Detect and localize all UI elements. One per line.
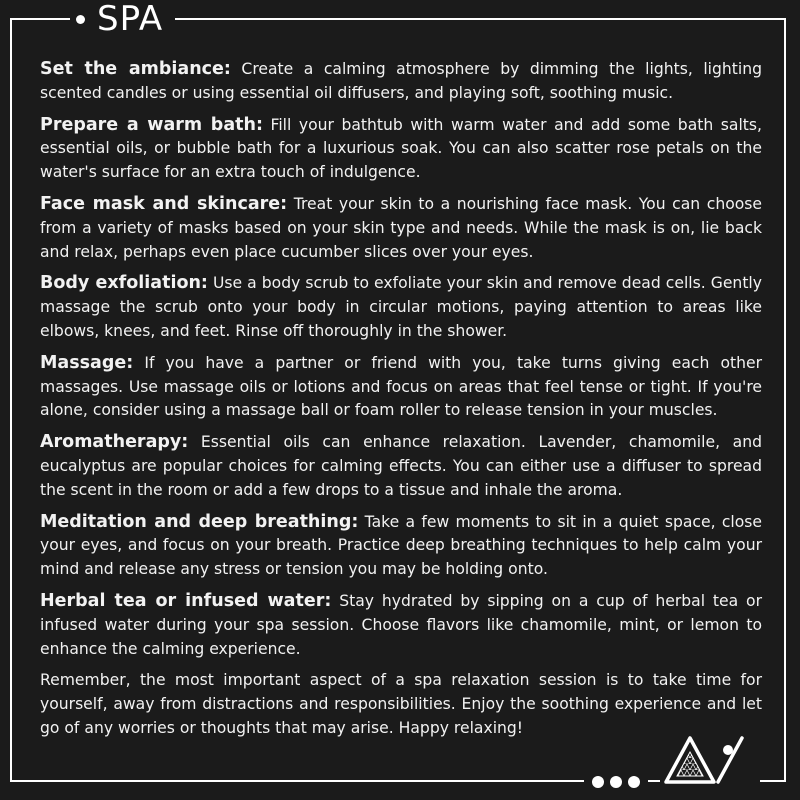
list-item [40,431,762,502]
item-text: If you have a partner or friend with you, take turns giving each other massages. Use massage oils or lotions and focus on areas that feel tense or tight. If you're alone, consider using a massage ball or foam roller to release tension in your muscles. [40,353,762,420]
page-title: SPA [97,0,164,39]
list-item [40,58,762,106]
item-text: Fill your bathtub with warm water and add some bath salts, essential oils, or bubble bath for a luxurious soak. You can also scatter rose petals on the water's surface for an extra touch of indulgence. [40,115,762,182]
item-heading: Prepare a warm bath: [40,114,263,135]
list-item [40,193,762,264]
item-heading: Massage: [40,352,134,373]
item-text: Take a few moments to sit in a quiet space, close your eyes, and focus on your breath. Practice deep breathing techniques to help calm your mind and release any stress or tension you may be holding onto. [40,512,762,579]
list-item [40,511,762,582]
item-text: Use a body scrub to exfoliate your skin and remove dead cells. Gently massage the scrub onto your body in circular motions, paying attention to areas like elbows, knees, and feet. Rinse off thoroughly in the shower. [40,274,762,340]
item-heading: Aromatherapy: [40,432,189,453]
dot-icon [592,776,604,788]
triangle-logo-icon [660,728,760,788]
item-text: Treat your skin to a nourishing face mask. You can choose from a variety of masks based on your skin type and needs. While the mask is on, lie back and relax, perhaps even place cucumber slices over your eyes. [40,194,762,261]
item-text: Create a calming atmosphere by dimming the lights, lighting scented candles or using essential oil diffusers, and playing soft, soothing music. [40,60,763,102]
item-heading: Meditation and deep breathing: [40,511,359,532]
footer-dots [584,772,648,792]
item-heading: Face mask and skincare: [40,193,288,214]
content [40,58,762,749]
list-item [40,590,762,661]
item-heading: Body exfoliation: [40,273,208,294]
list-item [40,272,762,343]
title-dot-icon [76,15,85,24]
title-bar [70,0,175,38]
list-item [40,352,762,423]
list-item [40,114,762,185]
item-text: Stay hydrated by sipping on a cup of herbal tea or infused water during your spa session. Choose flavors like chamomile, mint, or lemon to enhance the calming experience. [40,591,762,658]
item-text: Essential oils can enhance relaxation. Lavender, chamomile, and eucalyptus are popular choices for calming effects. You can either use a diffuser to spread the scent in the room or add a few drops to a tissue and inhale the aroma. [40,433,762,499]
item-heading: Set the ambiance: [40,59,231,79]
item-heading: Herbal tea or infused water: [40,590,332,611]
dot-icon [628,776,640,788]
dot-icon [610,776,622,788]
closing-paragraph: Remember, the most important aspect of a spa relaxation session is to take time for yourself, away from distractions and responsibilities. Enjoy the soothing experience and let go of any worries or thoughts that may arise. Happy relaxing! [40,671,762,737]
